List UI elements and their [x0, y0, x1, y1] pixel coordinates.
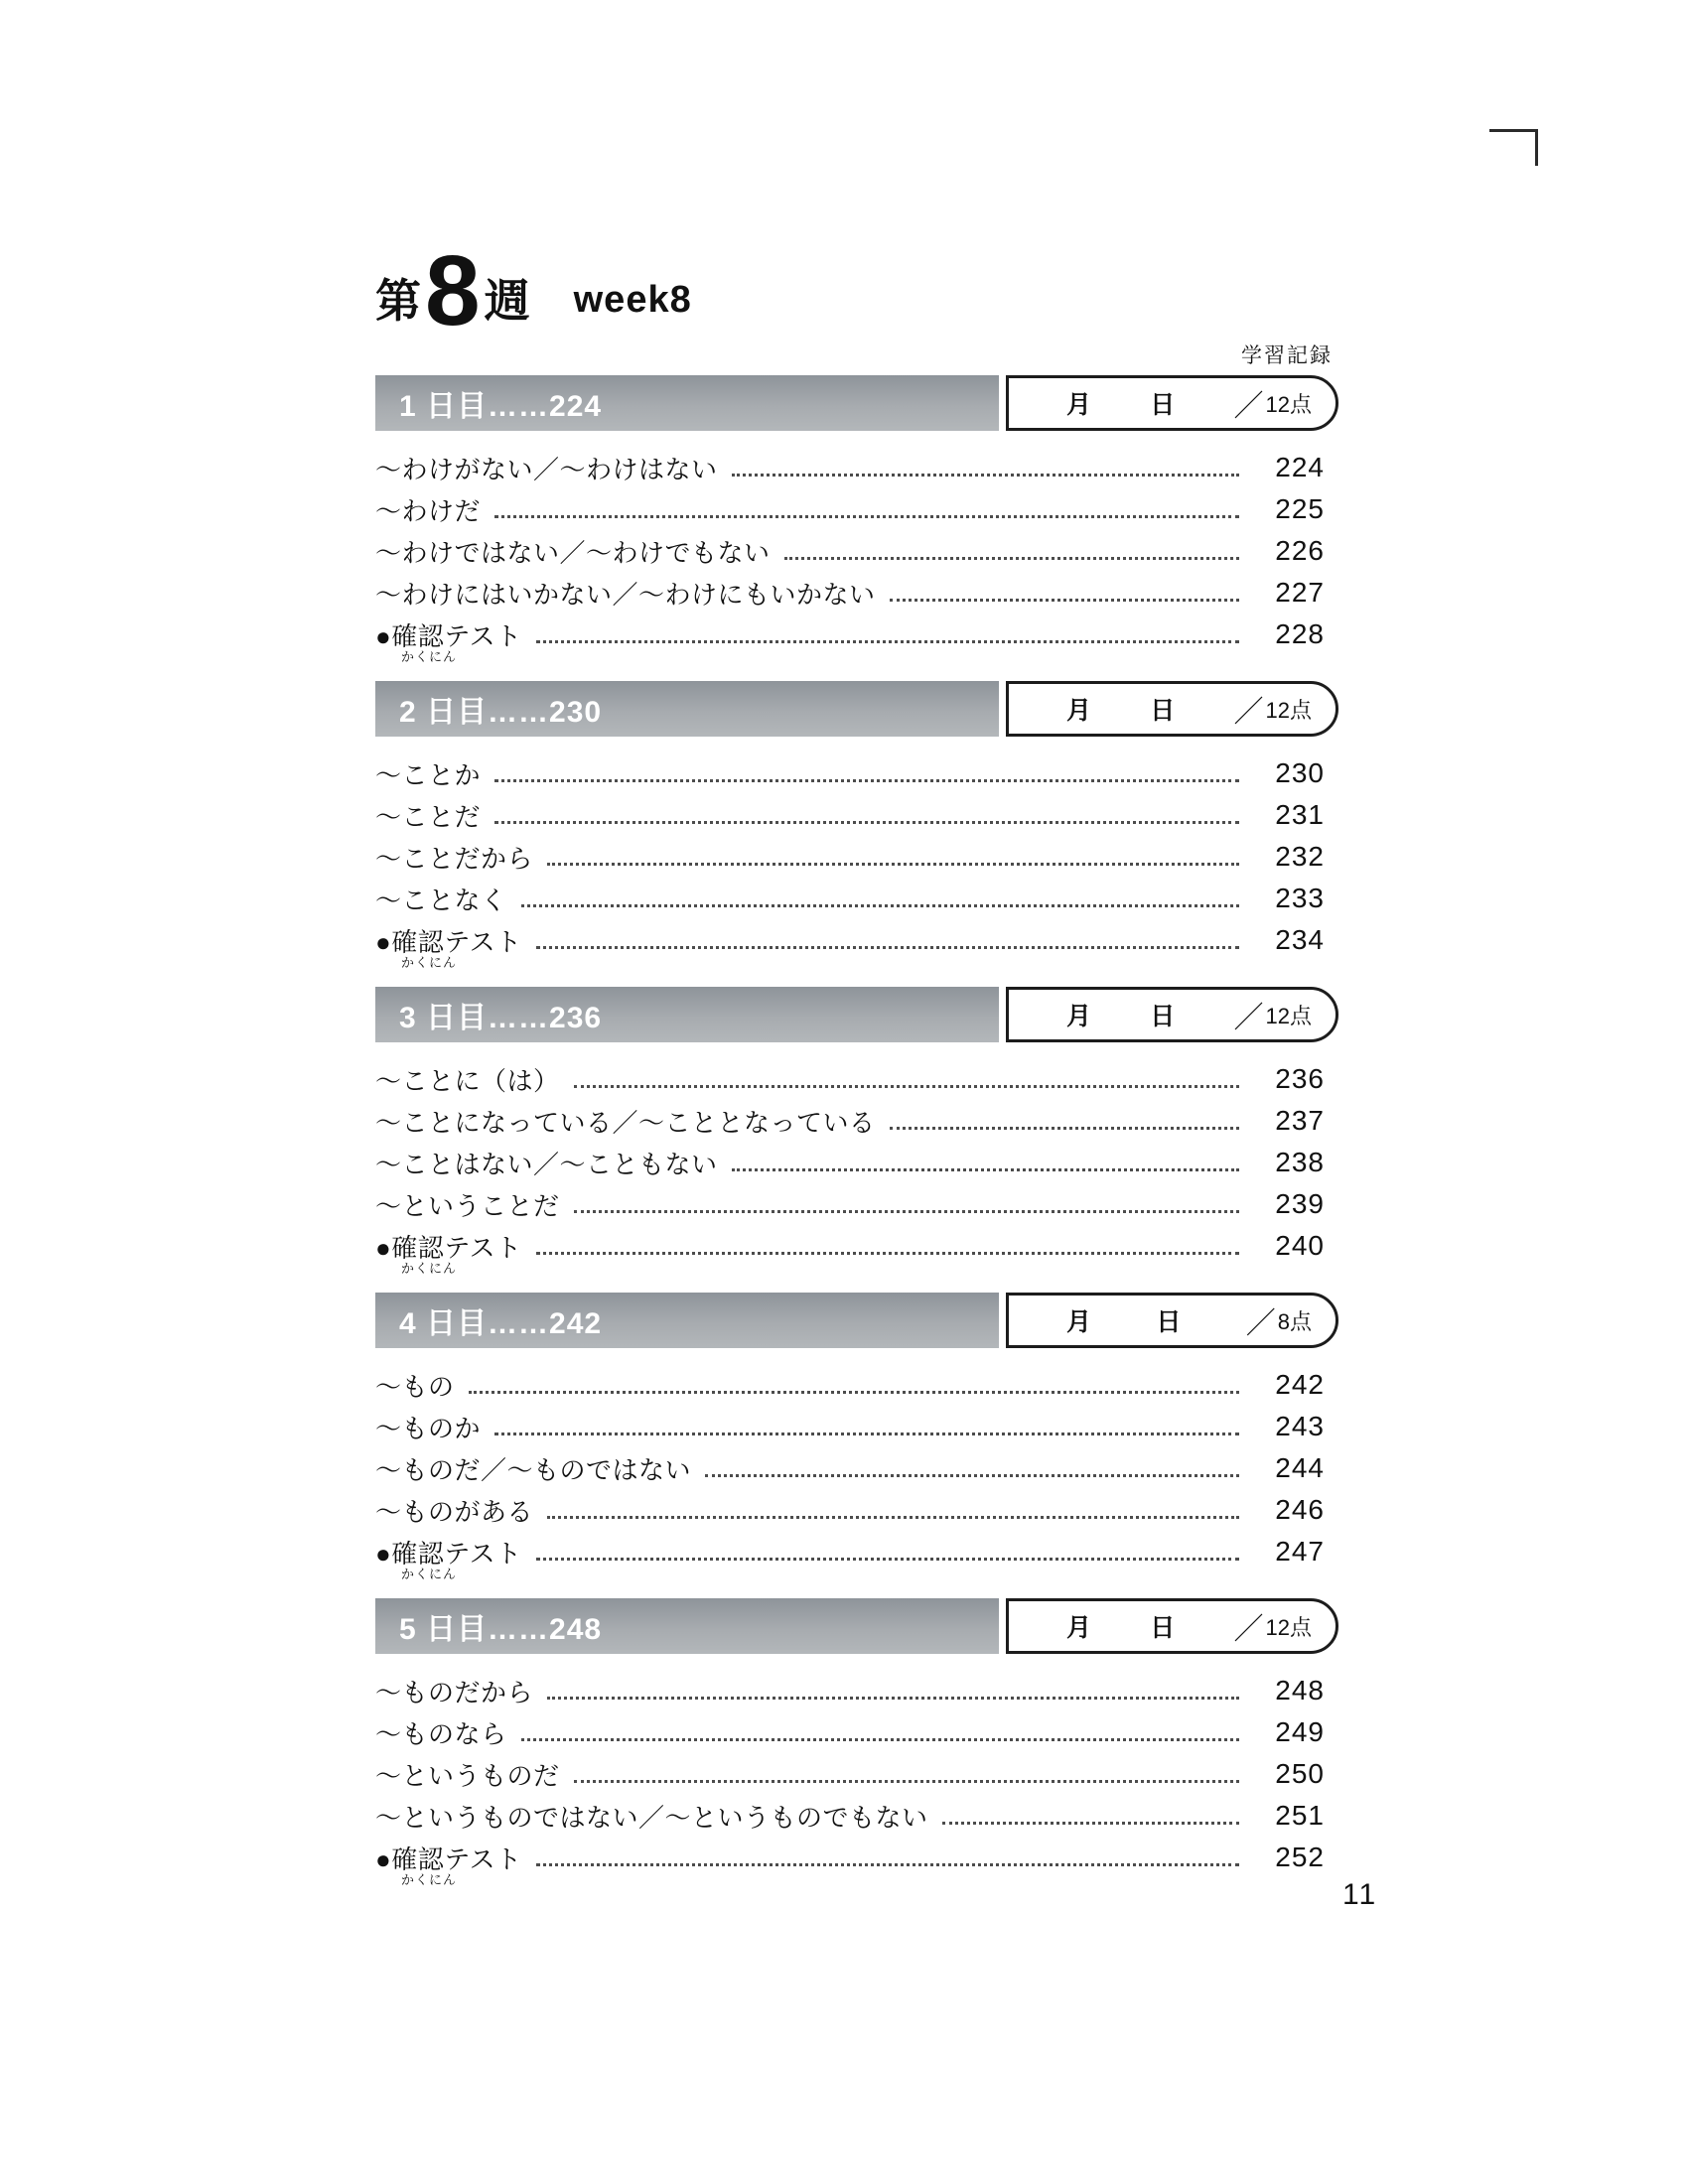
- dotted-leader: [536, 1252, 1239, 1255]
- toc-entry-text: ～ものがある: [375, 1496, 534, 1527]
- dotted-leader: [547, 863, 1239, 866]
- toc-entry: [375, 836, 1325, 878]
- toc-entry: [375, 530, 1325, 572]
- day-label: 4 日目……242: [399, 1307, 603, 1340]
- slash: ／: [1233, 696, 1264, 729]
- dotted-leader: [547, 1516, 1239, 1519]
- dotted-leader: [494, 1433, 1239, 1435]
- page-number: 11: [1342, 1878, 1378, 1911]
- toc-entry-page: 231: [1275, 799, 1325, 830]
- toc-entry-text: ●確認テスト: [375, 1843, 522, 1874]
- toc-entry: [375, 1795, 1325, 1837]
- day-section: [375, 375, 1338, 664]
- toc-entry-title: [375, 1186, 560, 1223]
- toc-list: [375, 1670, 1338, 1887]
- dotted-leader: [494, 821, 1239, 824]
- toc-entry-title: [375, 575, 876, 612]
- toc-entry-page: 251: [1275, 1800, 1325, 1831]
- toc-entry-text: ～ことだ: [375, 801, 482, 832]
- dotted-leader: [521, 1738, 1239, 1741]
- day-header-bar: [375, 987, 999, 1042]
- toc-entry: [375, 1142, 1325, 1183]
- toc-entry: [375, 488, 1325, 530]
- toc-entry-title: [375, 1061, 560, 1098]
- day-header-bar: [375, 375, 999, 431]
- toc-entry-page: 247: [1275, 1536, 1325, 1567]
- toc-entry-text: ●確認テスト: [375, 620, 522, 651]
- toc-entry-text: ～わけではない／～わけでもない: [375, 537, 771, 568]
- section-header: [375, 1293, 1338, 1348]
- toc-entry-page: 246: [1275, 1494, 1325, 1525]
- toc-entry: [375, 1406, 1325, 1447]
- toc-entry: [375, 752, 1325, 794]
- score-field: [1234, 381, 1312, 425]
- toc-entry-text: ●確認テスト: [375, 926, 522, 957]
- points-label: 8点: [1277, 1308, 1312, 1334]
- toc-entry: [375, 447, 1325, 488]
- toc-entry-title: [375, 1840, 522, 1887]
- day-section: [375, 987, 1338, 1276]
- toc-entry-page: 240: [1275, 1230, 1325, 1261]
- furigana: かくにん: [401, 1871, 458, 1887]
- week-header: [375, 235, 1338, 346]
- month-label: 月: [1066, 1308, 1092, 1336]
- dotted-leader: [521, 904, 1239, 907]
- day-of-month-label: 日: [1156, 1308, 1182, 1336]
- study-record-box: [1006, 1598, 1338, 1654]
- toc-entry-page: 228: [1275, 618, 1325, 649]
- dotted-leader: [536, 1863, 1239, 1866]
- toc-entry-page: 227: [1275, 577, 1325, 608]
- toc-entry-text: ～ことだから: [375, 843, 534, 874]
- toc-entry-text: ～ことはない／～こともない: [375, 1149, 718, 1179]
- day-label: 2 日目……230: [399, 696, 603, 729]
- dotted-leader: [784, 557, 1239, 560]
- toc-entry-title: [375, 616, 522, 664]
- toc-entry: [375, 1711, 1325, 1753]
- day-label: 5 日目……248: [399, 1613, 603, 1646]
- toc-entry-page: 238: [1275, 1147, 1325, 1177]
- week-english-label: week8: [573, 279, 692, 321]
- slash: ／: [1233, 1613, 1264, 1646]
- toc-entry-page: 244: [1275, 1452, 1325, 1483]
- toc-entry-title: [375, 1450, 691, 1487]
- day-header-bar: [375, 1293, 999, 1348]
- dotted-leader: [494, 515, 1239, 518]
- toc-entry-title: [375, 1714, 507, 1751]
- toc-entry-title: [375, 881, 507, 917]
- toc-entry: [375, 614, 1325, 664]
- toc-entry-text: ●確認テスト: [375, 1538, 522, 1569]
- score-field: [1234, 1604, 1312, 1648]
- toc-entry-title: [375, 839, 533, 876]
- toc-entry-page: 239: [1275, 1188, 1325, 1219]
- toc-entry-text: ●確認テスト: [375, 1232, 522, 1263]
- week-suffix: 週: [484, 275, 530, 327]
- day-header-bar: [375, 1598, 999, 1654]
- points-label: 12点: [1265, 1614, 1312, 1640]
- score-field: [1234, 687, 1312, 731]
- toc-entry-page: 243: [1275, 1411, 1325, 1441]
- toc-entry-text: ～もの: [375, 1371, 455, 1402]
- score-field: [1246, 1298, 1312, 1342]
- toc-entry-text: ～ものか: [375, 1413, 482, 1443]
- toc-entry-text: ～ということだ: [375, 1190, 560, 1221]
- dotted-leader: [536, 946, 1239, 949]
- toc-entry-text: ～わけがない／～わけはない: [375, 454, 718, 484]
- toc-entry: [375, 919, 1325, 970]
- section-header: [375, 987, 1338, 1042]
- toc-entry-title: [375, 797, 481, 834]
- toc-entry-page: 226: [1275, 535, 1325, 566]
- toc-entry-page: 232: [1275, 841, 1325, 872]
- toc-entry: [375, 1837, 1325, 1887]
- dotted-leader: [574, 1085, 1239, 1088]
- toc-entry-page: 225: [1275, 493, 1325, 524]
- day-of-month-label: 日: [1150, 1003, 1176, 1030]
- toc-entry-title: [375, 1409, 481, 1445]
- toc-list: [375, 1364, 1338, 1581]
- toc-entry-page: 236: [1275, 1063, 1325, 1094]
- toc-entry-text: ～というものではない／～というものでもない: [375, 1802, 928, 1833]
- sections-container: [375, 375, 1338, 1887]
- toc-entry-title: [375, 1228, 522, 1276]
- day-of-month-label: 日: [1150, 1614, 1176, 1642]
- dotted-leader: [890, 599, 1239, 602]
- toc-entry-title: [375, 1367, 455, 1404]
- toc-entry-text: ～ことか: [375, 759, 482, 790]
- dotted-leader: [574, 1210, 1239, 1213]
- toc-entry-title: [375, 491, 481, 528]
- day-section: [375, 1293, 1338, 1581]
- toc-entry-text: ～ものだ／～ものではない: [375, 1454, 692, 1485]
- score-field: [1234, 993, 1312, 1036]
- day-label: 1 日目……224: [399, 390, 603, 423]
- slash: ／: [1245, 1307, 1276, 1340]
- toc-entry: [375, 1753, 1325, 1795]
- toc-list: [375, 447, 1338, 664]
- points-label: 12点: [1265, 1003, 1312, 1028]
- day-section: [375, 681, 1338, 970]
- toc-entry: [375, 1531, 1325, 1581]
- page-content: [375, 235, 1338, 1904]
- section-header: [375, 1598, 1338, 1654]
- toc-entry-page: 237: [1275, 1105, 1325, 1136]
- points-label: 12点: [1265, 391, 1312, 417]
- toc-entry-text: ～ことに（は）: [375, 1065, 560, 1096]
- study-record-box: [1006, 681, 1338, 737]
- section-header: [375, 681, 1338, 737]
- toc-entry-text: ～ことなく: [375, 885, 507, 915]
- month-label: 月: [1066, 697, 1092, 725]
- month-label: 月: [1066, 391, 1092, 419]
- toc-entry-page: 248: [1275, 1675, 1325, 1706]
- slash: ／: [1233, 1002, 1264, 1034]
- study-record-caption: 学習記録: [1241, 344, 1333, 367]
- toc-entry: [375, 1364, 1325, 1406]
- study-record-box: [1006, 375, 1338, 431]
- toc-entry-title: [375, 1673, 533, 1709]
- toc-entry-title: [375, 1103, 876, 1140]
- toc-list: [375, 752, 1338, 970]
- toc-entry-page: 252: [1275, 1842, 1325, 1872]
- toc-entry-title: [375, 1756, 560, 1793]
- dotted-leader: [494, 779, 1239, 782]
- toc-entry-page: 234: [1275, 924, 1325, 955]
- toc-entry-title: [375, 922, 522, 970]
- section-header: [375, 375, 1338, 431]
- toc-entry-text: ～ものだから: [375, 1677, 534, 1707]
- toc-entry-page: 249: [1275, 1716, 1325, 1747]
- toc-entry: [375, 1489, 1325, 1531]
- toc-entry-text: ～というものだ: [375, 1760, 560, 1791]
- toc-list: [375, 1058, 1338, 1276]
- toc-entry-title: [375, 755, 481, 792]
- toc-entry: [375, 878, 1325, 919]
- slash: ／: [1233, 390, 1264, 423]
- toc-entry: [375, 572, 1325, 614]
- toc-entry: [375, 1183, 1325, 1225]
- dotted-leader: [536, 640, 1239, 643]
- dotted-leader: [536, 1558, 1239, 1561]
- dotted-leader: [942, 1822, 1239, 1825]
- day-section: [375, 1598, 1338, 1887]
- toc-entry-page: 250: [1275, 1758, 1325, 1789]
- dotted-leader: [547, 1697, 1239, 1700]
- toc-entry: [375, 1100, 1325, 1142]
- toc-entry: [375, 1447, 1325, 1489]
- toc-entry-page: 242: [1275, 1369, 1325, 1400]
- day-header-bar: [375, 681, 999, 737]
- toc-entry: [375, 1058, 1325, 1100]
- month-label: 月: [1066, 1003, 1092, 1030]
- day-of-month-label: 日: [1150, 391, 1176, 419]
- dotted-leader: [574, 1780, 1239, 1783]
- furigana: かくにん: [401, 1260, 458, 1276]
- study-record-box: [1006, 1293, 1338, 1348]
- furigana: かくにん: [401, 648, 458, 664]
- dotted-leader: [732, 1168, 1239, 1171]
- toc-entry: [375, 1670, 1325, 1711]
- toc-entry-title: [375, 1492, 533, 1529]
- furigana: かくにん: [401, 954, 458, 970]
- day-of-month-label: 日: [1150, 697, 1176, 725]
- points-label: 12点: [1265, 697, 1312, 723]
- toc-entry: [375, 794, 1325, 836]
- dotted-leader: [732, 474, 1239, 477]
- week-number: 8: [425, 235, 481, 346]
- toc-entry-text: ～わけにはいかない／～わけにもいかない: [375, 579, 876, 610]
- dotted-leader: [469, 1391, 1239, 1394]
- toc-entry-page: 230: [1275, 757, 1325, 788]
- toc-entry-title: [375, 533, 771, 570]
- dotted-leader: [705, 1474, 1239, 1477]
- day-label: 3 日目……236: [399, 1002, 603, 1034]
- toc-entry-page: 224: [1275, 452, 1325, 482]
- toc-entry-title: [375, 1145, 718, 1181]
- furigana: かくにん: [401, 1566, 458, 1581]
- toc-entry-page: 233: [1275, 883, 1325, 913]
- month-label: 月: [1066, 1614, 1092, 1642]
- toc-entry-text: ～わけだ: [375, 495, 482, 526]
- toc-entry: [375, 1225, 1325, 1276]
- week-prefix: 第: [375, 275, 421, 327]
- toc-entry-text: ～ことになっている／～こととなっている: [375, 1107, 876, 1138]
- toc-entry-title: [375, 1534, 522, 1581]
- toc-entry-title: [375, 1798, 928, 1835]
- crop-mark: [1489, 129, 1538, 166]
- dotted-leader: [890, 1127, 1239, 1130]
- toc-entry-text: ～ものなら: [375, 1718, 507, 1749]
- study-record-box: [1006, 987, 1338, 1042]
- toc-entry-title: [375, 450, 718, 486]
